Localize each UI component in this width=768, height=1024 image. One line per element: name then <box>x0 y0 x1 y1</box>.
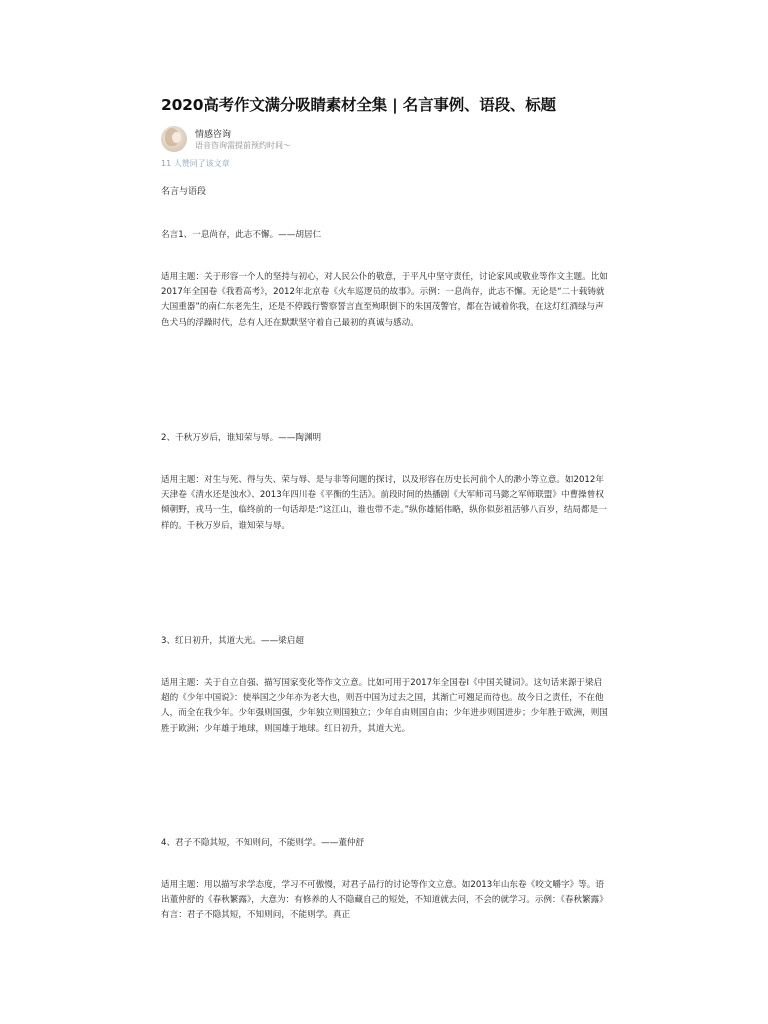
likes-count[interactable]: 11 人赞同了该文章 <box>161 159 230 168</box>
author-bio: 语音咨询需提前预约时间～ <box>195 141 291 150</box>
paragraph-3: 适用主题：关于自立自强、描写国家变化等作文立意。比如可用于2017年全国卷I《中国关键词》。这句话来源于梁启超的《少年中国说》：使举国之少年亦为老大也，则吾中国为过去之国，其渐亡可翘足而待也。故今日之责任，不在他人，而全在我少年。少年强则国强，少年独立则国独立；少年自由则国自由；少年进步则国进步；少年胜于欧洲，则国胜于欧洲；少年雄于地球，则国雄于地球。红日初升，其道大光。 <box>161 678 608 734</box>
quote-2: 2、千秋万岁后，谁知荣与辱。——陶渊明 <box>161 433 322 443</box>
quote-4: 4、君子不隐其短，不知则问，不能则学。——董仲舒 <box>161 838 365 848</box>
author-card[interactable] <box>161 126 609 154</box>
paragraph-1: 适用主题：关于形容一个人的坚持与初心，对人民公仆的敬意，于平凡中坚守责任，讨论家风或敬业等作文主题。比如2017年全国卷《我看高考》，2012年北京卷《火车巡逻员的故事》。示例：一息尚存，此志不懈。无论是“二十载铸就大国重器”的南仁东老先生，还是不停践行警察誓言直至殉职倒下的朱国茂警官，都在告诫着你我，在这灯红酒绿与声色犬马的浮躁时代，总有人还在默默坚守着自己最初的真诚与感动。 <box>161 272 608 328</box>
author-name[interactable]: 情感咨询 <box>195 130 232 140</box>
article-title: 2020高考作文满分吸睛素材全集 | 名言事例、语段、标题 <box>161 96 556 114</box>
avatar[interactable] <box>161 126 187 152</box>
paragraph-4: 适用主题：用以描写求学态度，学习不可傲慢，对君子品行的讨论等作文立意。如2013年山东卷《咬文嚼字》等。语出董仲舒的《春秋繁露》，大意为：有修养的人不隐藏自己的短处，不知道就去问，不会的就学习。示例：《春秋繁露》有言：君子不隐其短，不知则问，不能则学。真正 <box>161 880 608 921</box>
quote-1: 名言1、一息尚存，此志不懈。——胡居仁 <box>161 230 322 240</box>
paragraph-2: 适用主题：对生与死、得与失、荣与辱、是与非等问题的探讨，以及形容在历史长河前个人的渺小等立意。如2012年天津卷《清水还是浊水》、2013年四川卷《平衡的生活》。前段时间的热播剧《大军师司马懿之军师联盟》中曹操曾权倾朝野，戎马一生，临终前的一句话却是:“这江山，谁也带不走。”纵你雄韬伟略，纵你似彭祖活够八百岁，结局都是一样的。千秋万岁后，谁知荣与辱。 <box>161 475 607 531</box>
section-heading: 名言与语段 <box>161 187 207 197</box>
quote-3: 3、红日初升，其道大光。——梁启超 <box>161 636 304 646</box>
